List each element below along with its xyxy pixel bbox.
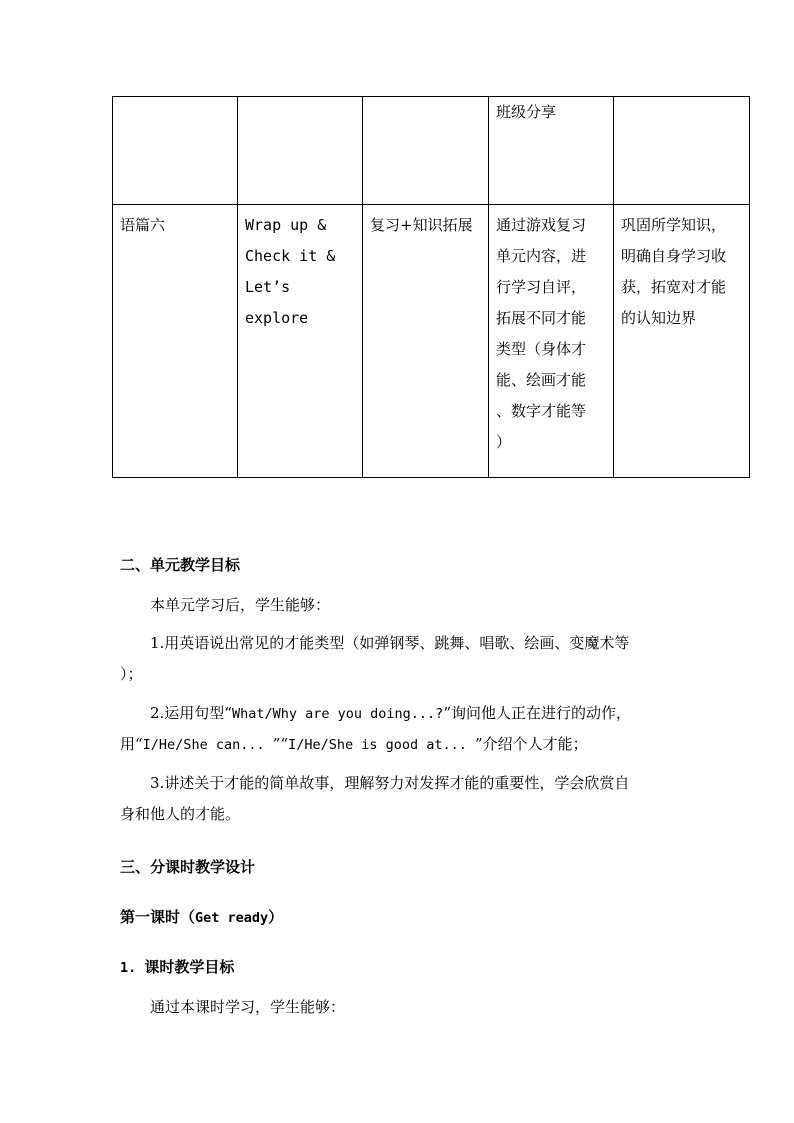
table-cell: [238, 97, 363, 205]
text-run: 2.运用句型“: [150, 704, 232, 722]
code-text: I/He/She is good at...: [288, 737, 475, 753]
cell-text: 类型（身体才: [496, 340, 587, 358]
cell-text: explore: [245, 309, 309, 327]
text-run: ”询问他人正在进行的动作，: [443, 704, 631, 722]
paragraph: 1.用英语说出常见的才能类型（如弹钢琴、跳舞、唱歌、绘画、变魔术等: [150, 634, 630, 652]
paragraph: [120, 698, 710, 730]
cell-text: 能、绘画才能: [496, 371, 587, 389]
cell-text: Check it &: [245, 247, 336, 265]
table-row: [113, 97, 750, 205]
cell-text: 班级分享: [496, 103, 557, 121]
table-cell: [363, 97, 489, 205]
text-run: ）: [268, 908, 284, 926]
code-text: Get ready: [195, 910, 269, 926]
text-run: 课时教学目标: [144, 958, 235, 976]
subsection-heading: [120, 956, 234, 977]
lesson-heading: [120, 906, 283, 927]
table-cell: [363, 205, 489, 478]
cell-text: 、数字才能等: [496, 402, 587, 420]
code-text: I/He/She can...: [142, 737, 273, 753]
text-run: 第一课时（: [120, 908, 196, 926]
section-heading: 二、单元教学目标: [120, 556, 241, 574]
table-cell: [238, 205, 363, 478]
text-run: ”介绍个人才能；: [475, 735, 588, 753]
text-run: ”“: [272, 735, 289, 753]
cell-text: 通过游戏复习: [496, 216, 587, 234]
cell-text: Let’s: [245, 278, 291, 296]
table-cell: [489, 97, 614, 205]
table-cell: [489, 205, 614, 478]
code-text: What/Why are you doing...?: [231, 706, 444, 722]
lesson-plan-table: [112, 96, 750, 478]
text-run: 用“: [120, 735, 143, 753]
cell-text: 明确自身学习收: [621, 247, 727, 265]
paragraph: [120, 729, 680, 761]
cell-text: ）: [496, 433, 512, 451]
cell-text: Wrap up &: [245, 216, 327, 234]
paragraph: 身和他人的才能。: [120, 805, 241, 823]
paragraph: 3.讲述关于才能的简单故事，理解努力对发挥才能的重要性，学会欣赏自: [150, 774, 630, 792]
text-run: 1.: [120, 960, 145, 976]
table-row: [113, 205, 750, 478]
cell-text: 获，拓宽对才能: [621, 278, 727, 296]
paragraph: ）；: [120, 665, 143, 683]
cell-text: 拓展不同才能: [496, 309, 587, 327]
paragraph: 本单元学习后，学生能够：: [150, 596, 331, 614]
paragraph: 通过本课时学习，学生能够：: [150, 998, 346, 1016]
cell-text: 巩固所学知识，: [621, 216, 727, 234]
cell-text: 复习+知识拓展: [370, 216, 473, 234]
table-cell: [113, 97, 238, 205]
cell-text: 的认知边界: [621, 309, 697, 327]
table-cell: [113, 205, 238, 478]
table-cell: [614, 205, 750, 478]
section-heading: 三、分课时教学设计: [120, 858, 256, 876]
cell-text: 语篇六: [120, 216, 166, 234]
cell-text: 行学习自评，: [496, 278, 587, 296]
table-cell: [614, 97, 750, 205]
cell-text: 单元内容，进: [496, 247, 587, 265]
